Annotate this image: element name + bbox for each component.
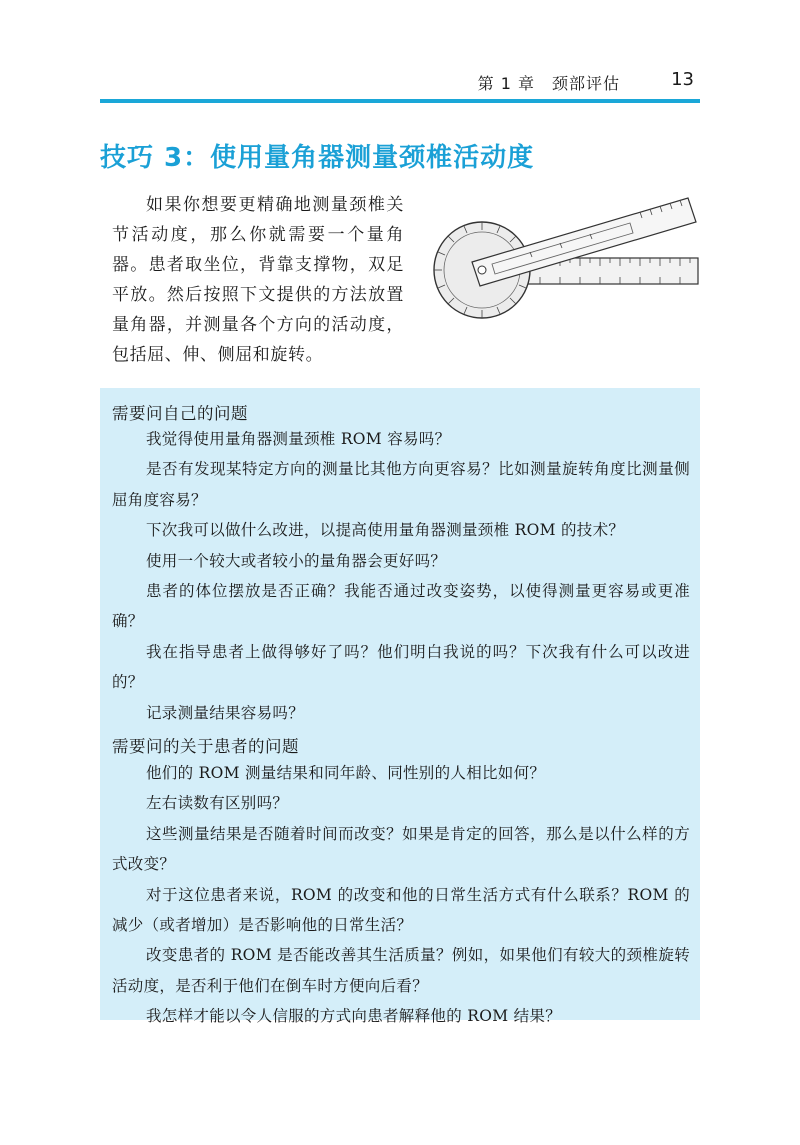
list-item: 我怎样才能以令人信服的方式向患者解释他的 ROM 结果？ <box>146 1007 562 1026</box>
list-item: 下次我可以做什么改进，以提高使用量角器测量颈椎 ROM 的技术？ <box>146 521 625 540</box>
list-item: 他们的 ROM 测量结果和同年龄、同性别的人相比如何？ <box>146 764 546 782</box>
list-item: 我在指导患者上做得够好了吗？他们明白我说的吗？下次我有什么可以改进的？ <box>112 642 690 692</box>
list-item: 记录测量结果容易吗？ <box>146 703 305 722</box>
self-questions-heading: 需要问自己的问题 <box>112 404 248 423</box>
self-questions-list <box>112 424 690 728</box>
page-number: 13 <box>671 69 694 90</box>
list-item: 患者的体位摆放是否正确？我能否通过改变姿势，以使得测量更容易或更准确？ <box>112 582 690 631</box>
goniometer-illustration <box>430 190 705 325</box>
questions-callout <box>100 388 700 1026</box>
list-item: 使用一个较大或者较小的量角器会更好吗？ <box>146 551 447 570</box>
running-head <box>100 68 700 98</box>
patient-questions-heading: 需要问的关于患者的问题 <box>112 737 299 756</box>
list-item: 左右读数有区别吗？ <box>146 794 289 813</box>
list-item: 改变患者的 ROM 是否能改善其生活质量？例如，如果他们有较大的颈椎旋转活动度，是否利于他们在倒车时方便向后看？ <box>112 946 690 995</box>
chapter-label: 第 1 章 颈部评估 <box>477 74 620 93</box>
list-item: 对于这位患者来说，ROM 的改变和他的日常生活方式有什么联系？ROM 的减少（或者增加）是否影响他的日常生活？ <box>112 885 690 935</box>
list-item: 是否有发现某特定方向的测量比其他方向更容易？比如测量旋转角度比测量侧屈角度容易？ <box>112 460 690 509</box>
section-title: 技巧 3：使用量角器测量颈椎活动度 <box>100 143 535 173</box>
header-rule <box>100 99 700 103</box>
list-item: 我觉得使用量角器测量颈椎 ROM 容易吗？ <box>146 430 451 448</box>
list-item: 这些测量结果是否随着时间而改变？如果是肯定的回答，那么是以什么样的方式改变？ <box>112 824 690 874</box>
patient-questions-list <box>112 758 690 1032</box>
intro-paragraph: 如果你想要更精确地测量颈椎关节活动度，那么你就需要一个量角器。患者取坐位，背靠支撑物，双足平放。然后按照下文提供的方法放置量角器，并测量各个方向的活动度，包括屈、伸、侧屈和旋转。 <box>112 195 404 365</box>
